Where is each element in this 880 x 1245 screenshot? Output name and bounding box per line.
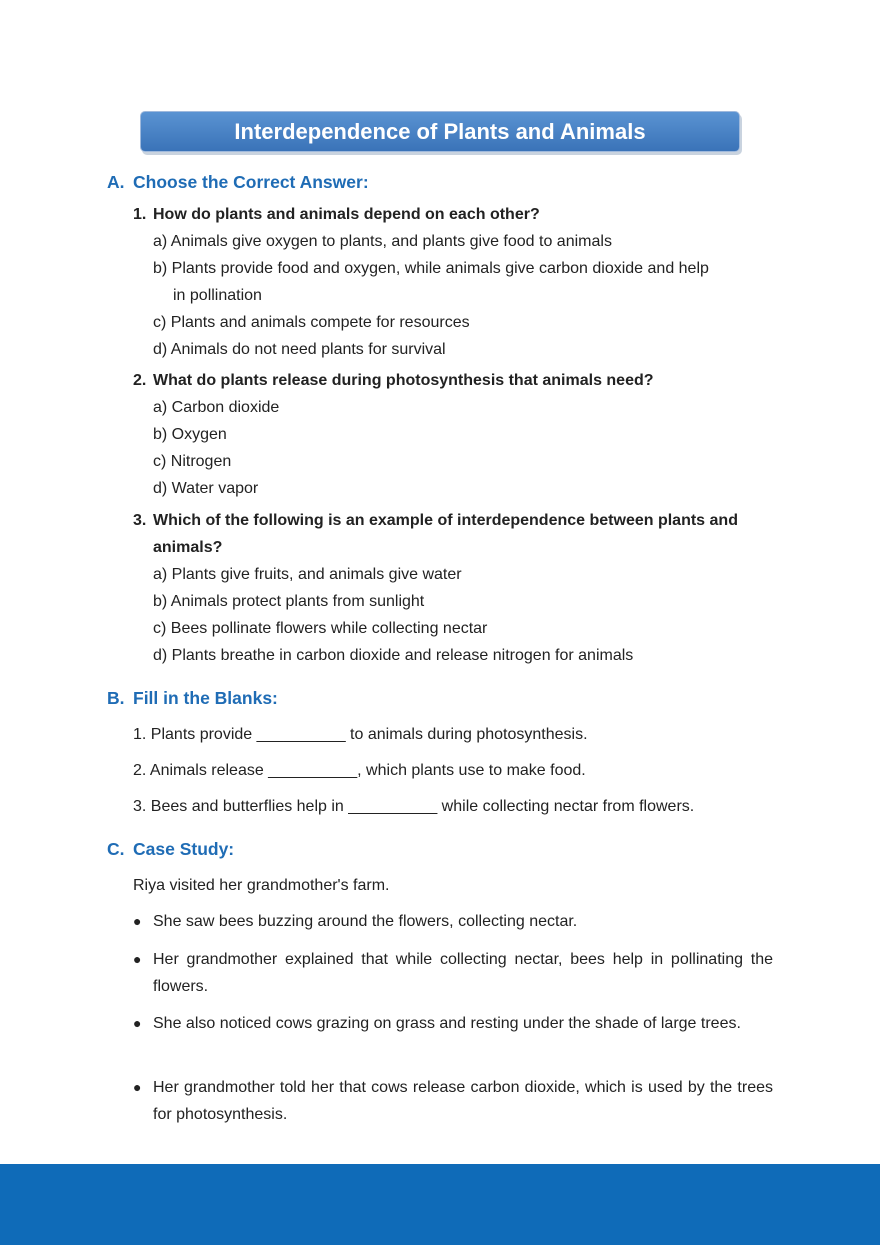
option-cont-text: in pollination [173,287,262,304]
fill-blank-item: 3. Bees and butterflies help in __________ while collecting nectar from flowers. [133,798,695,815]
section-c-heading [107,839,234,860]
bullet-icon: ● [133,951,142,967]
question-number: 2. [133,372,147,389]
bullet-icon: ● [133,1079,142,1095]
question-text: Which of the following is an example of interdependence between plants and [153,512,738,529]
section-b-letter: B. [107,688,125,708]
question-text: How do plants and animals depend on each other? [153,206,540,223]
footer-band [0,1164,880,1245]
question-cont-text: animals? [153,539,223,556]
bullet-icon: ● [133,1015,142,1031]
question-number: 1. [133,206,147,223]
option: a) Carbon dioxide [153,399,280,416]
question-number: 3. [133,512,147,529]
option-continuation [153,282,783,309]
bullet-icon: ● [133,913,142,929]
bullet-text: She also noticed cows grazing on grass and resting under the shade of large trees. [153,1015,741,1032]
question-3 [133,507,783,534]
question-text: What do plants release during photosynthesis that animals need? [153,372,654,389]
bullet-text: Her grandmother explained that while collecting nectar, bees help in pollinating the flowers. [153,951,773,995]
question-1 [133,201,783,228]
case-study-intro: Riya visited her grandmother's farm. [133,877,390,894]
page-title: Interdependence of Plants and Animals [140,111,740,152]
section-c-title: Case Study: [133,839,235,859]
section-a-heading [107,172,369,193]
section-b-title: Fill in the Blanks: [133,688,278,708]
case-study-bullet [133,908,773,935]
option: b) Animals protect plants from sunlight [153,593,425,610]
option: c) Plants and animals compete for resources [153,314,470,331]
option: c) Nitrogen [153,453,232,470]
bullet-text: Her grandmother told her that cows release carbon dioxide, which is used by the trees for photosynthesis. [153,1079,773,1123]
case-study-bullet [133,1010,773,1037]
option: d) Animals do not need plants for survival [153,341,446,358]
case-study-bullet [133,946,773,1000]
option: b) Plants provide food and oxygen, while animals give carbon dioxide and help [153,260,709,277]
option: c) Bees pollinate flowers while collecting nectar [153,620,488,637]
bullet-text: She saw bees buzzing around the flowers, collecting nectar. [153,913,578,930]
option: a) Plants give fruits, and animals give water [153,566,462,583]
option: d) Water vapor [153,480,259,497]
option: d) Plants breathe in carbon dioxide and release nitrogen for animals [153,647,634,664]
section-b-heading [107,688,278,709]
question-2 [133,367,783,394]
fill-blank-item: 2. Animals release __________, which plants use to make food. [133,762,586,779]
option: a) Animals give oxygen to plants, and plants give food to animals [153,233,612,250]
section-a-title: Choose the Correct Answer: [133,172,369,192]
case-study-bullet [133,1074,773,1128]
section-a-letter: A. [107,172,125,192]
option: b) Oxygen [153,426,227,443]
section-c-letter: C. [107,839,125,859]
fill-blank-item: 1. Plants provide __________ to animals during photosynthesis. [133,726,588,743]
question-3-continuation [133,534,783,561]
